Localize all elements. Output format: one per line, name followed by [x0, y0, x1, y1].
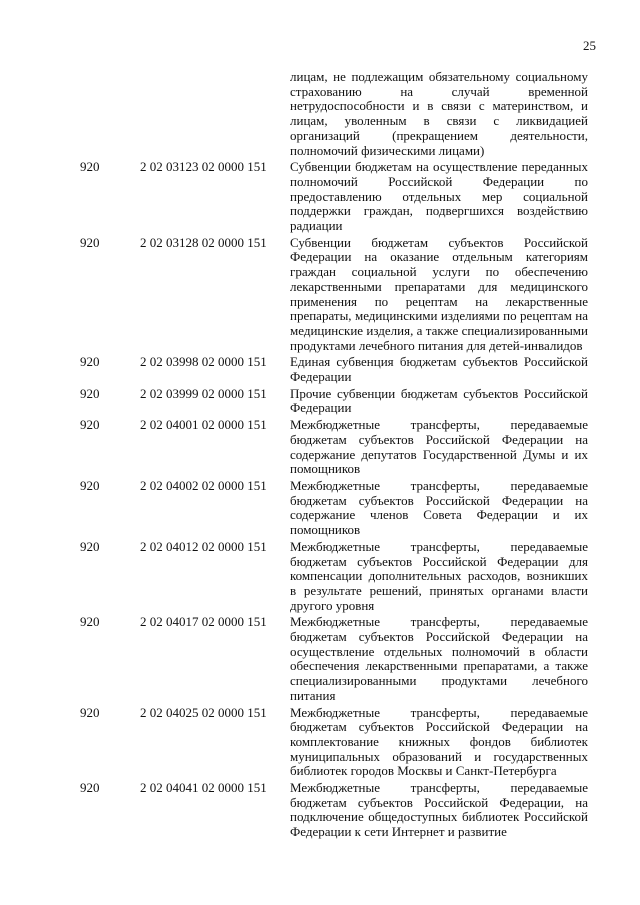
- budget-code-cell: 2 02 04001 02 0000 151: [140, 417, 267, 433]
- table-row: [72, 540, 592, 614]
- description-cell: Межбюджетные трансферты, передаваемые бюджетам субъектов Российской Федерации на содержание депутатов Государственной Думы и их помощников: [290, 417, 588, 477]
- description-cell: Межбюджетные трансферты, передаваемые бюджетам субъектов Российской Федерации на содержание членов Совета Федерации и их помощников: [290, 477, 588, 538]
- table-row: [72, 387, 592, 416]
- description-cell: Субвенции бюджетам на осуществление переданных полномочий Российской Федерации по предоставлению отдельных мер социальной поддержки граждан, подвергшихся воздействию радиации: [290, 159, 588, 234]
- budget-code-cell: 2 02 03999 02 0000 151: [140, 385, 267, 401]
- description-cell: Межбюджетные трансферты, передаваемые бюджетам субъектов Российской Федерации на комплектование книжных фондов библиотек муниципальных образований и государственных библиотек городов Москвы и Санкт-Петербурга: [290, 704, 588, 779]
- table-row: [72, 236, 592, 354]
- table-row-continuation: [72, 70, 592, 158]
- budget-code-cell: 2 02 03128 02 0000 151: [140, 234, 267, 250]
- table-row: [72, 418, 592, 477]
- admin-code-cell: 920: [80, 477, 100, 493]
- description-cell: Прочие субвенции бюджетам субъектов Российской Федерации: [290, 385, 588, 416]
- table-row: [72, 781, 592, 840]
- budget-code-cell: 2 02 04041 02 0000 151: [140, 780, 267, 796]
- admin-code-cell: 920: [80, 234, 100, 250]
- admin-code-cell: 920: [80, 704, 100, 720]
- admin-code-cell: 920: [80, 417, 100, 433]
- admin-code-cell: 920: [80, 159, 100, 175]
- admin-code-cell: 920: [80, 354, 100, 370]
- admin-code-cell: 920: [80, 614, 100, 630]
- page-number: 25: [583, 38, 596, 53]
- budget-code-cell: 2 02 03123 02 0000 151: [140, 159, 267, 175]
- table-row: [72, 615, 592, 703]
- description-cell: Субвенции бюджетам субъектов Российской Федерации на оказание отдельным категориям граждан социальной услуги по обеспечению лекарственными препаратами для медицинского применения по рецептам на лекарственные препараты, медицинскими изделиями по рецептам на медицинские изделия, а также специализированными продуктами лечебного питания для детей-инвалидов: [290, 234, 588, 353]
- admin-code-cell: 920: [80, 538, 100, 554]
- budget-code-cell: 2 02 04012 02 0000 151: [140, 538, 267, 554]
- description-cell: Единая субвенция бюджетам субъектов Российской Федерации: [290, 354, 588, 385]
- table-row: [72, 479, 592, 538]
- description-cell: Межбюджетные трансферты, передаваемые бюджетам субъектов Российской Федерации на осуществление отдельных полномочий в области обеспечения лекарственными препаратами, а также специализированными продуктами лечебного питания: [290, 614, 588, 703]
- description-cell: лицам, не подлежащим обязательному социальному страхованию на случай временной нетрудоспособности и в связи с материнством, и лицам, уволенным в связи с ликвидацией организаций (прекращением деятельности, полномочий физическими лицами): [290, 69, 588, 158]
- description-cell: Межбюджетные трансферты, передаваемые бюджетам субъектов Российской Федерации для компенсации дополнительных расходов, возникших в результате решений, принятых органами власти другого уровня: [290, 538, 588, 613]
- admin-code-cell: 920: [80, 385, 100, 401]
- budget-code-cell: 2 02 04017 02 0000 151: [140, 614, 267, 630]
- table-row: [72, 355, 592, 384]
- budget-code-cell: 2 02 04002 02 0000 151: [140, 477, 267, 493]
- revenue-codes-table: [72, 70, 592, 840]
- description-cell: Межбюджетные трансферты, передаваемые бюджетам субъектов Российской Федерации, на подключение общедоступных библиотек Российской Федерации к сети Интернет и развитие: [290, 780, 588, 840]
- table-row: [72, 160, 592, 234]
- budget-code-cell: 2 02 04025 02 0000 151: [140, 704, 267, 720]
- budget-code-cell: 2 02 03998 02 0000 151: [140, 354, 267, 370]
- table-row: [72, 706, 592, 780]
- admin-code-cell: 920: [80, 780, 100, 796]
